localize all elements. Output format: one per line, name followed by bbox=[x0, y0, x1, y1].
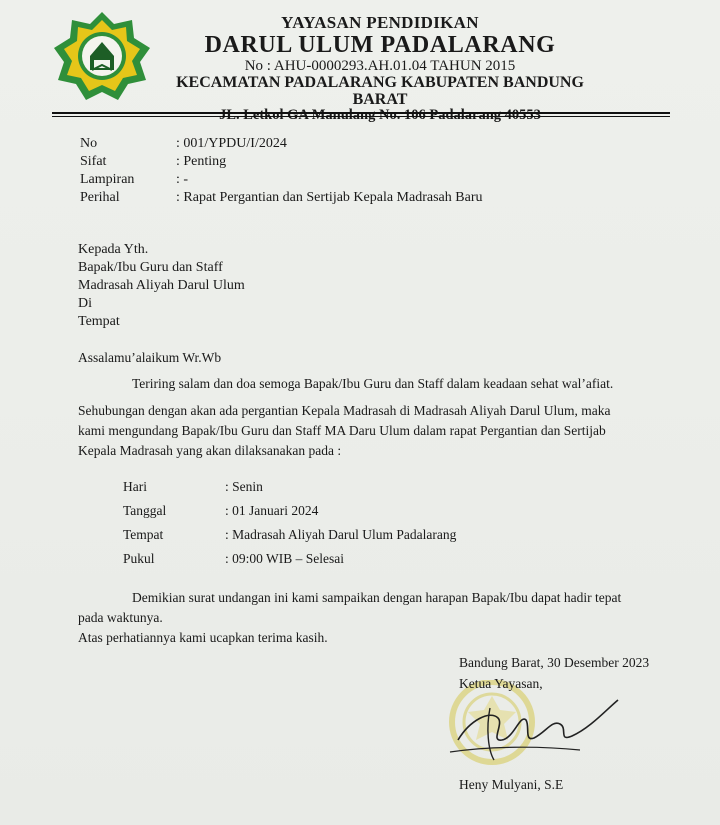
yayasan-logo bbox=[52, 10, 152, 102]
letterhead-line3: No : AHU-0000293.AH.01.04 TAHUN 2015 bbox=[244, 58, 516, 75]
signature-place-date: Bandung Barat, 30 Desember 2023 bbox=[459, 655, 650, 670]
meta-label: No bbox=[80, 136, 98, 151]
event-value: : Madrasah Aliyah Darul Ulum Padalarang bbox=[225, 527, 457, 542]
signature-name: Heny Mulyani, S.E bbox=[459, 777, 564, 792]
greeting: Assalamu’alaikum Wr.Wb bbox=[78, 350, 222, 365]
meta-value: : - bbox=[176, 172, 189, 187]
letterhead-line1: YAYASAN PENDIDIKAN bbox=[281, 13, 479, 32]
body-paragraph-line: kami mengundang Bapak/Ibu Guru dan Staff MA Daru Ulum dalam rapat Pergantian dan Sertijab bbox=[78, 423, 606, 438]
meta-value: : Penting bbox=[176, 154, 227, 169]
event-label: Hari bbox=[123, 479, 147, 494]
event-label: Tempat bbox=[123, 527, 164, 542]
meta-label: Lampiran bbox=[80, 172, 135, 187]
opening-paragraph: Teriring salam dan doa semoga Bapak/Ibu Guru dan Staff dalam keadaan sehat wal’afiat. bbox=[132, 376, 614, 391]
recipient-line: Kepada Yth. bbox=[78, 242, 149, 257]
closing-line: pada waktunya. bbox=[78, 610, 163, 625]
closing-line: Demikian surat undangan ini kami sampaikan dengan harapan Bapak/Ibu dapat hadir tepat bbox=[132, 590, 622, 605]
event-value: : 09:00 WIB – Selesai bbox=[225, 551, 344, 566]
recipient-line: Madrasah Aliyah Darul Ulum bbox=[78, 278, 245, 293]
recipient-line: Bapak/Ibu Guru dan Staff bbox=[78, 260, 223, 275]
event-value: : 01 Januari 2024 bbox=[225, 503, 319, 518]
letterhead bbox=[150, 14, 610, 124]
event-value: : Senin bbox=[225, 479, 263, 494]
closing-line: Atas perhatiannya kami ucapkan terima kasih. bbox=[78, 630, 328, 645]
header-divider bbox=[52, 112, 670, 114]
recipient-line: Di bbox=[78, 296, 92, 311]
meta-label: Sifat bbox=[80, 154, 107, 169]
header-divider-thin bbox=[52, 116, 670, 117]
letterhead-line2: DARUL ULUM PADALARANG bbox=[204, 31, 556, 58]
body-paragraph-line: Kepala Madrasah yang akan dilaksanakan pada : bbox=[78, 443, 342, 458]
meta-value: : 001/YPDU/I/2024 bbox=[176, 136, 287, 151]
event-label: Pukul bbox=[123, 551, 155, 566]
stamp-and-signature bbox=[430, 680, 630, 770]
event-label: Tanggal bbox=[123, 503, 167, 518]
body-paragraph-line: Sehubungan dengan akan ada pergantian Kepala Madrasah di Madrasah Aliyah Darul Ulum, maka bbox=[78, 403, 611, 418]
recipient-line: Tempat bbox=[78, 314, 120, 329]
meta-value: : Rapat Pergantian dan Sertijab Kepala Madrasah Baru bbox=[176, 190, 483, 205]
letterhead-line4: KECAMATAN PADALARANG KABUPATEN BANDUNG BARAT bbox=[176, 73, 584, 108]
meta-label: Perihal bbox=[80, 190, 120, 205]
signature-role: Ketua Yayasan, bbox=[459, 676, 543, 691]
